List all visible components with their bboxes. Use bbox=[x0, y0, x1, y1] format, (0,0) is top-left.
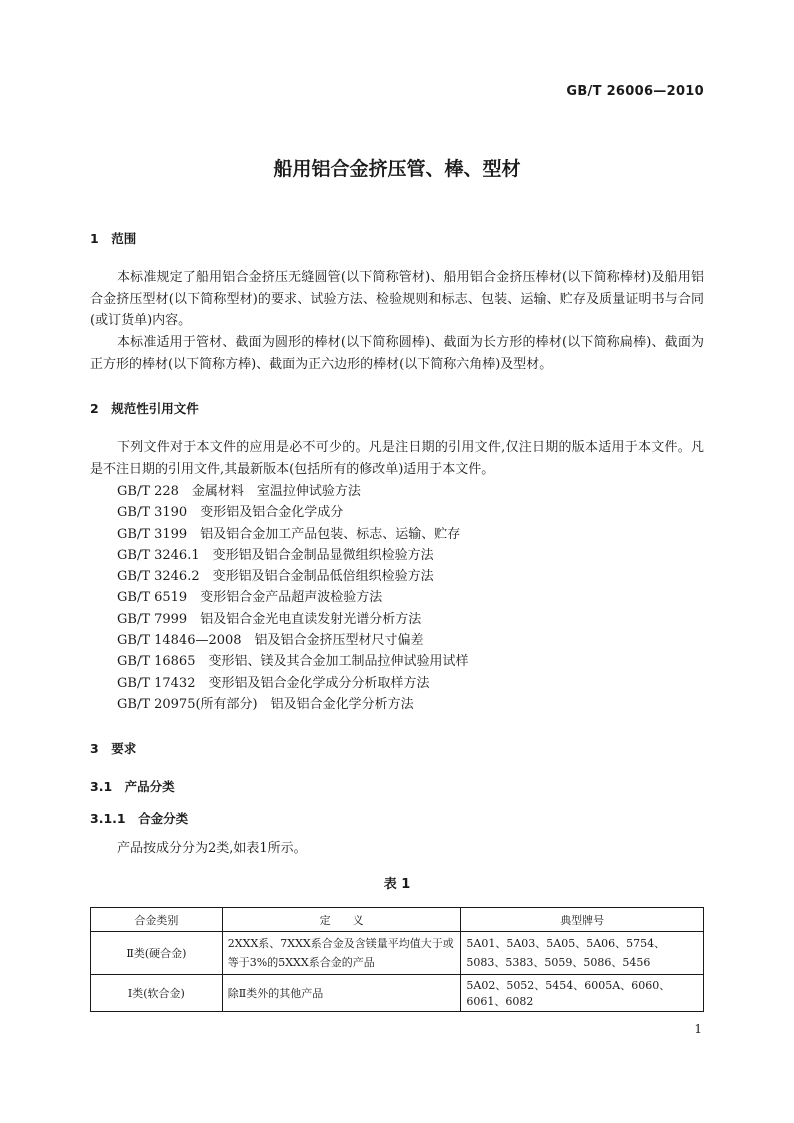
reference-item: GB/T 3199 铝及铝合金加工产品包装、标志、运输、贮存 bbox=[117, 526, 461, 542]
section-3-heading: 3 要求 bbox=[90, 741, 137, 756]
cell-definition: 2XXX系、7XXX系合金及含镁量平均值大于或等于3%的5XXX系合金的产品 bbox=[222, 932, 461, 975]
reference-item: GB/T 16865 变形铝、镁及其合金加工制品拉伸试验用试样 bbox=[117, 654, 469, 670]
table-row bbox=[91, 975, 704, 1012]
reference-item: GB/T 3246.2 变形铝及铝合金制品低倍组织检验方法 bbox=[117, 569, 434, 585]
section-3-1-1-heading: 3.1.1 合金分类 bbox=[90, 811, 189, 826]
section-3-1-heading: 3.1 产品分类 bbox=[90, 779, 175, 794]
header-alloy-class: 合金类别 bbox=[91, 908, 223, 932]
section-1-heading: 1 范围 bbox=[90, 231, 137, 246]
header-typical-grades: 典型牌号 bbox=[461, 908, 704, 932]
page-number: 1 bbox=[694, 1022, 702, 1036]
header-definition: 定 义 bbox=[222, 908, 461, 932]
cell-typical-grades: 5A02、5052、5454、6005A、6060、6061、6082 bbox=[461, 975, 704, 1012]
table-1-caption: 表 1 bbox=[383, 877, 411, 892]
reference-item: GB/T 3190 变形铝及铝合金化学成分 bbox=[117, 505, 344, 521]
document-title: 船用铝合金挤压管、棒、型材 bbox=[273, 158, 521, 180]
reference-item: GB/T 228 金属材料 室温拉伸试验方法 bbox=[117, 484, 361, 499]
cell-typical-grades: 5A01、5A03、5A05、5A06、5754、5083、5383、5059、5086、5456 bbox=[461, 932, 704, 975]
table-row bbox=[91, 932, 704, 975]
section-2-heading: 2 规范性引用文件 bbox=[90, 401, 199, 416]
table-header-row bbox=[91, 908, 704, 932]
reference-item: GB/T 14846—2008 铝及铝合金挤压型材尺寸偏差 bbox=[117, 633, 424, 649]
reference-item: GB/T 20975(所有部分) 铝及铝合金化学分析方法 bbox=[117, 696, 414, 712]
references-intro: 下列文件对于本文件的应用是必不可少的。凡是注日期的引用文件,仅注日期的版本适用于本文件。凡是不注日期的引用文件,其最新版本(包括所有的修改单)适用于本文件。 bbox=[90, 440, 704, 477]
reference-list bbox=[117, 481, 468, 715]
scope-paragraph-1: 本标准规定了船用铝合金挤压无缝圆管(以下简称管材)、船用铝合金挤压棒材(以下简称棒材)及船用铝合金挤压型材(以下简称型材)的要求、试验方法、检验规则和标志、包装、运输、贮存及质量证明书与合同(或订货单)内容。 bbox=[90, 270, 704, 328]
reference-item: GB/T 7999 铝及铝合金光电直读发射光谱分析方法 bbox=[117, 611, 422, 627]
cell-alloy-class: Ⅰ类(软合金) bbox=[91, 975, 223, 1012]
cell-definition: 除Ⅱ类外的其他产品 bbox=[222, 975, 461, 1012]
reference-item: GB/T 17432 变形铝及铝合金化学成分分析取样方法 bbox=[117, 675, 430, 691]
cell-alloy-class: Ⅱ类(硬合金) bbox=[91, 932, 223, 975]
alloy-class-table bbox=[90, 907, 704, 1012]
reference-item: GB/T 3246.1 变形铝及铝合金制品显微组织检验方法 bbox=[117, 547, 434, 563]
reference-item: GB/T 6519 变形铝合金产品超声波检验方法 bbox=[117, 590, 383, 606]
scope-paragraph-2: 本标准适用于管材、截面为圆形的棒材(以下简称圆棒)、截面为长方形的棒材(以下简称扁棒)、截面为正方形的棒材(以下简称方棒)、截面为正六边形的棒材(以下简称六角棒)及型材。 bbox=[90, 335, 704, 372]
alloy-classification-text: 产品按成分分为2类,如表1所示。 bbox=[117, 841, 307, 856]
standard-code: GB/T 26006—2010 bbox=[566, 84, 704, 99]
